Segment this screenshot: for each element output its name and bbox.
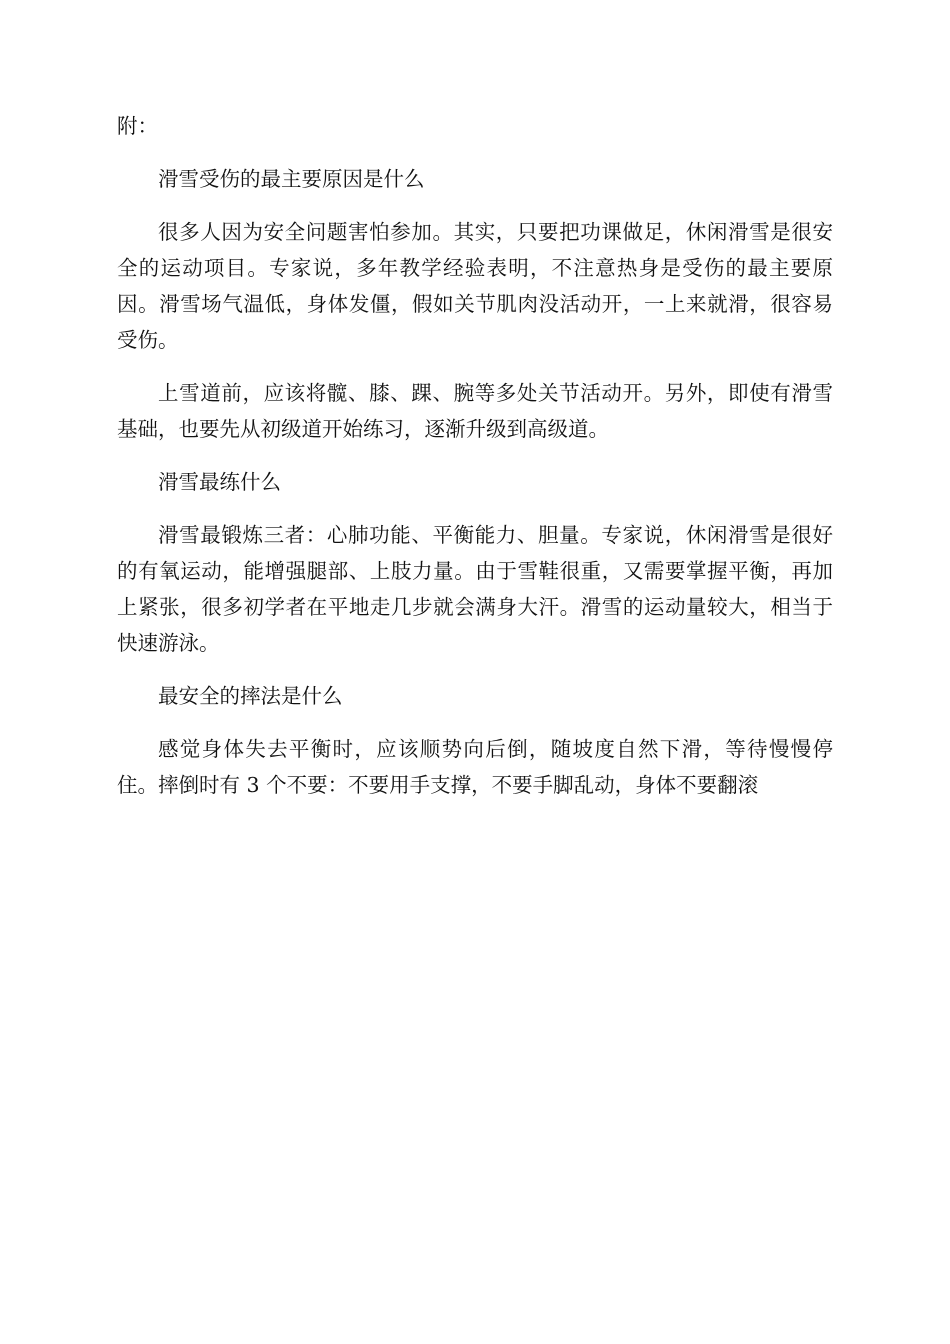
section-heading-injury-cause: 滑雪受伤的最主要原因是什么 [158,167,425,191]
paragraph-safe-fall: 感觉身体失去平衡时，应该顺势向后倒，随坡度自然下滑，等待慢慢停住。摔倒时有 3 个不要：不要用手支撑，不要手脚乱动，身体不要翻滚 [117,737,833,797]
section-heading-training-benefits: 滑雪最练什么 [158,470,281,494]
paragraph-warmup-advice: 上雪道前，应该将髋、膝、踝、腕等多处关节活动开。另外，即使有滑雪基础，也要先从初级道开始练习，逐渐升级到高级道。 [117,381,833,441]
section-heading-safe-fall: 最安全的摔法是什么 [158,684,343,708]
paragraph-injury-cause: 很多人因为安全问题害怕参加。其实，只要把功课做足，休闲滑雪是很安全的运动项目。专家说，多年教学经验表明，不注意热身是受伤的最主要原因。滑雪场气温低，身体发僵，假如关节肌肉没活动开，一上来就滑，很容易受伤。 [117,220,833,352]
paragraph-training-benefits: 滑雪最锻炼三者：心肺功能、平衡能力、胆量。专家说，休闲滑雪是很好的有氧运动，能增强腿部、上肢力量。由于雪鞋很重，又需要掌握平衡，再加上紧张，很多初学者在平地走几步就会满身大汗。滑雪的运动量较大，相当于快速游泳。 [117,523,833,655]
document-body [117,108,833,820]
appendix-label: 附： [117,114,158,138]
